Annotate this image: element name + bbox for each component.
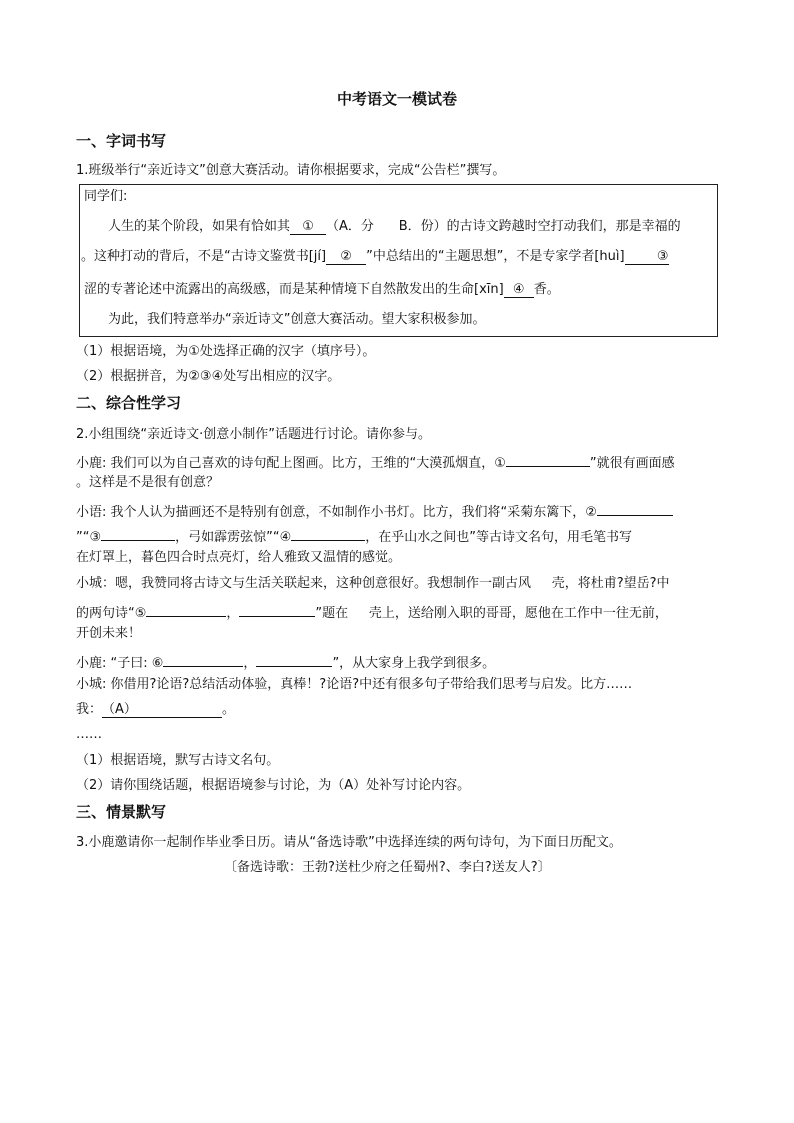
q2-sub2: （2）请你围绕话题，根据语境参与讨论，为（A）处补写讨论内容。: [76, 778, 471, 793]
notice-line-2: 。这种打动的背后，不是“古诗文鉴赏书[jí] ② ”中总结出的“主题思想”，不是专家学者[huì] ③: [81, 249, 669, 264]
q2-para6: 我：（A） 。: [76, 702, 236, 717]
blank-q2-3[interactable]: [101, 524, 175, 541]
section-heading-3: 三、情景默写: [76, 803, 167, 821]
blank-q2-2[interactable]: [597, 499, 673, 516]
blank-2[interactable]: ②: [326, 248, 366, 265]
blank-3[interactable]: ③: [625, 248, 669, 265]
q2-para1-line2: 。这样是不是很有创意？: [76, 475, 220, 490]
q2-para2-line2: ”“③ ，弓如霹雳弦惊”“④ ，在乎山水之间也”等古诗文名句，用毛笔书写: [76, 524, 632, 547]
q2-para3-line3: 开创未来！: [76, 626, 142, 641]
page-title: 中考语文一模试卷: [336, 90, 457, 108]
notice-line-3: 涩的专著论述中流露出的高级感，而是某种情境下自然散发出的生命[xīn] ④ 香。: [84, 282, 560, 297]
blank-q2-A[interactable]: （A）: [102, 701, 222, 718]
blank-q2-1[interactable]: [506, 450, 590, 467]
q3-intro: 3.小鹿邀请你一起制作毕业季日历。请从“备选诗歌”中选择连续的两句诗句，为下面日历配文。: [76, 835, 622, 850]
q1-sub2: （2）根据拼音，为②③④处写出相应的汉字。: [76, 369, 341, 384]
blank-1[interactable]: ①: [290, 218, 326, 235]
blank-q2-5a[interactable]: [146, 600, 226, 617]
notice-greeting: 同学们:: [84, 189, 128, 204]
section-heading-1: 一、字词书写: [76, 132, 167, 150]
q3-note: 〔备选诗歌：王勃?送杜少府之任蜀州?、李白?送友人?〕: [224, 860, 551, 875]
q2-sub1: （1）根据语境，默写古诗文名句。: [76, 753, 280, 768]
blank-q2-6b[interactable]: [256, 650, 332, 667]
q2-para2-line1: 小语: 我个人认为描画还不是特别有创意，不如制作小书灯。比方，我们将“采菊东篱下，②: [76, 499, 673, 522]
blank-q2-6a[interactable]: [163, 650, 243, 667]
q2-para3-line2: 的两句诗“⑤ ， ”题在 壳上，送给刚入职的哥哥，愿他在工作中一往无前，: [76, 600, 668, 623]
notice-line-4: 为此，我们特意举办“亲近诗文”创意大赛活动。望大家积极参加。: [108, 312, 486, 327]
q2-para3-line1: 小城：嗯，我赞同将古诗文与生活关联起来，这种创意很好。我想制作一副古风 壳，将杜甫?望岳?中: [76, 576, 670, 591]
q2-para5: 小城: 你借用?论语?总结活动体验，真棒！?论语?中还有很多句子带给我们思考与启发。比方……: [76, 677, 633, 692]
q1-intro: 1.班级举行“亲近诗文”创意大赛活动。请你根据要求，完成“公告栏”撰写。: [76, 163, 506, 178]
q2-para2-line3: 在灯罩上，暮色四合时点亮灯，给人雅致又温情的感觉。: [76, 550, 402, 565]
blank-q2-5b[interactable]: [239, 600, 315, 617]
notice-line-1: 人生的某个阶段，如果有恰如其 ① （A．分 B．份）的古诗文跨越时空打动我们，那是幸福的: [108, 219, 681, 234]
blank-q2-4[interactable]: [291, 524, 365, 541]
q2-intro: 2.小组围绕“亲近诗文·创意小制作”话题进行讨论。请你参与。: [76, 427, 432, 442]
blank-4[interactable]: ④: [504, 281, 534, 298]
section-heading-2: 二、综合性学习: [76, 394, 182, 412]
q1-sub1: （1）根据语境，为①处选择正确的汉字（填序号）。: [76, 344, 376, 359]
q2-para4: 小鹿: “子曰: ⑥ ， ”，从大家身上我学到很多。: [76, 650, 495, 673]
q2-para1-line1: 小鹿: 我们可以为自己喜欢的诗句配上图画。比方，王维的“大漠孤烟直，① ”就很有画面感: [76, 450, 675, 473]
q2-dots: ……: [76, 727, 102, 742]
